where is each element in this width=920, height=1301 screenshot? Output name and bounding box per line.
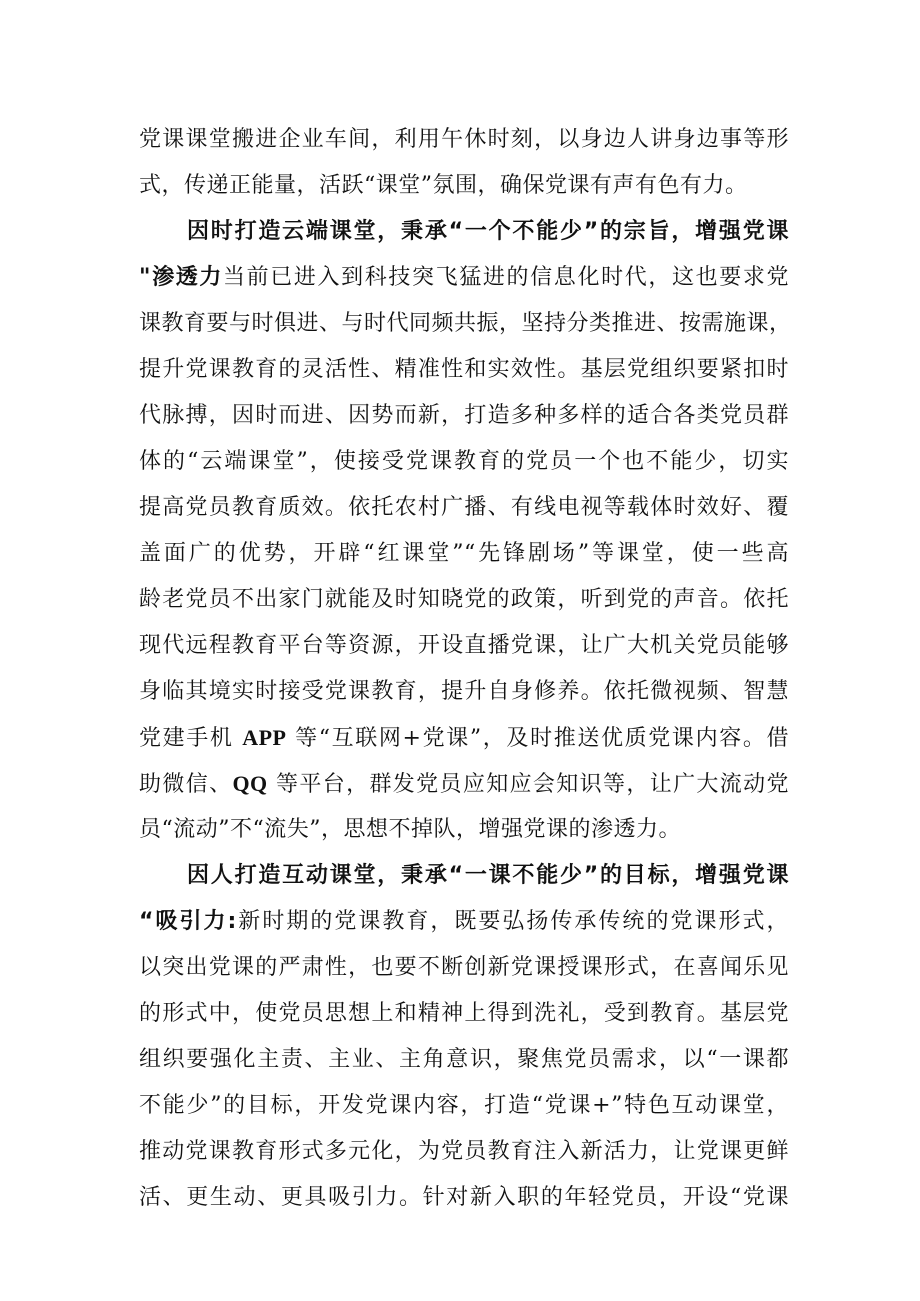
text-line: 提高党员教育质效。依托农村广播、有线电视等载体时效好、覆 (139, 495, 789, 520)
section-heading: 因时打造云端课堂，秉承“一个不能少”的宗旨，增强党课 (187, 219, 789, 244)
text-line: 组织要强化主责、主业、主角意识，聚焦党员需求，以“一课都 (139, 1047, 789, 1072)
paragraph-text: 等“互联网+党课”，及时推送优质党课内容。借 (286, 726, 789, 751)
app-term: APP (242, 725, 287, 750)
section-heading-tail: “吸引力: (139, 909, 237, 934)
text-line (139, 718, 789, 758)
text-line: 员“流动”不“流失”，思想不掉队，增强党课的渗透力。 (139, 817, 681, 842)
text-line: 式，传递正能量，活跃“课堂”氛围，确保党课有声有色有力。 (139, 173, 748, 198)
paragraph-text: 党建手机 (139, 726, 243, 751)
text-line (139, 258, 789, 298)
text-line: 体的“云端课堂”，使接受党课教育的党员一个也不能少，切实 (139, 449, 789, 474)
text-line: 的形式中，使党员思想上和精神上得到洗礼，受到教育。基层党 (139, 1001, 789, 1026)
text-line (139, 902, 789, 942)
text-line: 盖面广的优势，开辟“红课堂”“先锋剧场”等课堂，使一些高 (139, 541, 789, 566)
text-line: 以突出党课的严肃性，也要不断创新党课授课形式，在喜闻乐见 (139, 955, 789, 980)
text-line: 推动党课教育形式多元化，为党员教育注入新活力，让党课更鲜 (139, 1139, 789, 1164)
paragraph-text: 助微信、 (139, 772, 233, 797)
text-line: 提升党课教育的灵活性、精准性和实效性。基层党组织要紧扣时 (139, 357, 789, 382)
text-line: 课教育要与时俱进、与时代同频共振，坚持分类推进、按需施课， (139, 311, 792, 336)
qq-term: QQ (232, 771, 268, 796)
text-line: 代脉搏，因时而进、因势而新，打造多种多样的适合各类党员群 (139, 403, 789, 428)
text-line: 党课课堂搬进企业车间，利用午休时刻，以身边人讲身边事等形 (139, 127, 789, 152)
text-line: 身临其境实时接受党课教育，提升自身修养。依托微视频、智慧 (139, 679, 789, 704)
section-heading-tail: "渗透力 (139, 265, 223, 290)
paragraph-text: 新时期的党课教育，既要弘扬传承传统的党课形式， (236, 909, 789, 934)
text-line: 现代远程教育平台等资源，开设直播党课，让广大机关党员能够 (139, 633, 789, 658)
section-heading: 因人打造互动课堂，秉承“一课不能少”的目标，增强党课 (187, 863, 789, 888)
paragraph-text: 等平台，群发党员应知应会知识等，让广大流动党 (267, 772, 789, 797)
text-line: 龄老党员不出家门就能及时知晓党的政策，听到党的声音。依托 (139, 587, 789, 612)
paragraph-text: 当前已进入到科技突飞猛进的信息化时代，这也要求党 (222, 265, 789, 290)
text-line: 不能少”的目标，开发党课内容，打造“党课+”特色互动课堂， (139, 1093, 789, 1118)
text-line: 活、更生动、更具吸引力。针对新入职的年轻党员，开设“党课 (139, 1185, 789, 1210)
text-line (139, 764, 789, 804)
